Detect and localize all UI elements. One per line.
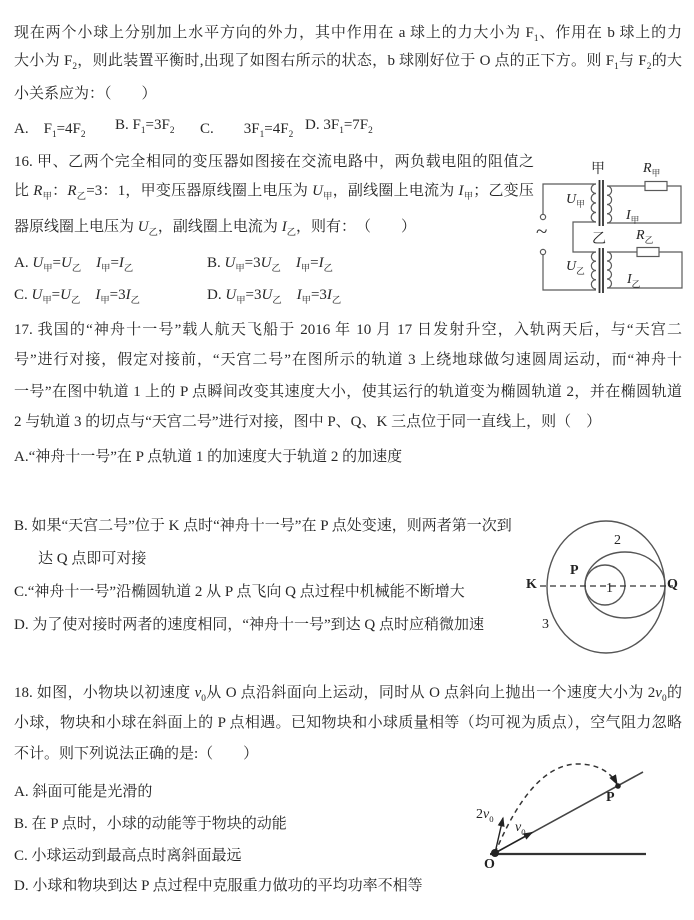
resistor-jia xyxy=(645,182,667,191)
q16-option-c: C. $U_甲=U_乙$ $I_甲=3I_乙$ xyxy=(14,287,140,306)
core-yi xyxy=(600,248,604,293)
q16-option-b: B. $U_甲=3U_乙$ $I_甲=I_乙$ xyxy=(207,255,333,274)
q18-option-a: A. 斜面可能是光滑的 xyxy=(14,784,153,800)
q15-option-b: B. $F_1=3F_2$ xyxy=(115,117,175,136)
q18-option-b: B. 在 P 点时，小球的动能等于物块的动能 xyxy=(14,816,287,832)
transformer-circuit-svg xyxy=(530,155,694,315)
point-k-label: K xyxy=(526,577,537,592)
q16-option-a: A. $U_甲=U_乙$ $I_甲=I_乙$ xyxy=(14,255,134,274)
q18-option-c: C. 小球运动到最高点时离斜面最远 xyxy=(14,848,242,864)
projectile-trajectory xyxy=(495,764,617,853)
orbit-1-circle xyxy=(585,565,625,605)
q18-line-3: 不计。则下列说法正确的是:（ ） xyxy=(14,746,259,762)
q17-option-d: D. 为了使对接时两者的速度相同，“神舟十一号”到达 Q 点时应稍微加速 xyxy=(14,617,484,633)
q17-option-a: A.“神舟十一号”在 P 点轨道 1 的加速度大于轨道 2 的加速度 xyxy=(14,449,403,465)
ac-terminal-bottom xyxy=(540,249,545,254)
transformer-yi-label: 乙 xyxy=(592,232,606,247)
q15-option-d: D. $3F_1=7F_2$ xyxy=(305,117,373,136)
q15-option-c: C. $3F_1=4F_2$ xyxy=(200,121,294,140)
q18-option-d: D. 小球和物块到达 P 点过程中克服重力做功的平均功率不相等 xyxy=(14,878,423,894)
q15-line-1: 现在两个小球上分别加上水平方向的外力，其中作用在 a 球上的力大小为 $F_1$、作用在 b 球上的力 xyxy=(14,25,682,44)
resistor-yi xyxy=(637,248,659,257)
orbit-2-label: 2 xyxy=(614,533,621,548)
q18-line-1: 18. 如图，小物块以初速度 $v_0$从 O 点沿斜面向上运动，同时从 O 点斜向上抛出一个速度大小为 $2v_0$的 xyxy=(14,685,682,704)
resistor-jia-label: $R_甲$ xyxy=(643,161,661,178)
current-yi-label: $I_乙$ xyxy=(627,272,641,289)
point-o-dot xyxy=(491,849,499,857)
q18-line-2: 小球，物块和小球在斜面上的 P 点相遇。已知物块和小球质量相等（均可视为质点），空气阻力忽略 xyxy=(14,715,682,731)
projectile-diagram-svg xyxy=(450,750,694,920)
q16-line-1: 16. 甲、乙两个完全相同的变压器如图接在交流电路中，两负载电阻的阻值之 xyxy=(14,154,534,170)
q16-line-3: 器原线圈上电压为 $U_乙$，副线圈上电流为 $I_乙$，则有： （ ） xyxy=(14,219,417,238)
q15-line-3: 小关系应为：（ ） xyxy=(14,86,157,102)
q17-line-1: 17. 我国的“神舟十一号”载人航天飞船于 2016 年 10 月 17 日发射升空，入轨两天后，与“天宫二 xyxy=(14,322,682,338)
orbit-diagram xyxy=(520,490,694,660)
velocity-2v0-label: $2v_0$ xyxy=(476,807,494,824)
q17-option-b-line-1: B. 如果“天宫二号”位于 K 点时“神舟十一号”在 P 点处变速，则两者第一次到 xyxy=(14,518,512,534)
secondary-loop-yi xyxy=(607,252,682,288)
primary-coil-yi xyxy=(591,252,596,289)
q15-line-2: 大小为 $F_2$，则此装置平衡时,出现了如图右所示的状态，b 球刚好位于 O 点的正下方。则 $F_1$与 $F_2$的大 xyxy=(14,53,683,72)
velocity-v0-arrow xyxy=(495,833,532,854)
core-jia xyxy=(600,180,604,226)
point-o-label: O xyxy=(484,857,495,872)
orbit-1-label: 1 xyxy=(606,581,613,596)
current-jia-label: $I_甲$ xyxy=(626,208,640,225)
q17-line-3: 一号”在图中轨道 1 上的 P 点瞬间改变其速度大小，使其运行的轨道变为椭圆轨道 2，并在椭圆轨道 xyxy=(14,384,682,400)
voltage-yi-label: $U_乙$ xyxy=(566,259,585,276)
transformer-jia-label: 甲 xyxy=(591,162,605,177)
q16-option-d: D. $U_甲=3U_乙$ $I_甲=3I_乙$ xyxy=(207,287,342,306)
orbit-diagram-svg xyxy=(520,490,694,660)
transformer-circuit-diagram xyxy=(530,155,694,315)
resistor-yi-label: $R_乙$ xyxy=(636,228,654,245)
orbit-3-label: 3 xyxy=(542,617,549,632)
point-p-label: P xyxy=(570,563,579,578)
primary-coil-jia xyxy=(591,184,596,222)
q17-option-c: C.“神舟十一号”沿椭圆轨道 2 从 P 点飞向 Q 点过程中机械能不断增大 xyxy=(14,584,465,600)
secondary-coil-yi xyxy=(607,252,612,288)
secondary-coil-jia xyxy=(607,186,612,223)
q15-options-row xyxy=(0,117,694,139)
q17-option-b-line-2: 达 Q 点即可对接 xyxy=(38,551,147,567)
ac-source-symbol: ~ xyxy=(536,219,548,243)
secondary-loop-jia xyxy=(607,186,681,223)
voltage-jia-label: $U_甲$ xyxy=(566,192,585,209)
point-p-dot xyxy=(615,783,621,789)
velocity-v0-label: $v_0$ xyxy=(515,820,526,837)
projectile-incline-diagram xyxy=(450,750,694,920)
velocity-2v0-arrow xyxy=(495,818,503,853)
point-q-label: Q xyxy=(667,577,678,592)
point-p-label-18: P xyxy=(606,790,615,805)
q16-line-2: 比 $R_甲$：$R_乙=3$：1，甲变压器原线圈上电压为 $U_甲$，副线圈上电流为 $I_甲$；乙变压 xyxy=(14,183,534,202)
q17-line-4: 2 与轨道 3 的切点与“天宫二号”进行对接，图中 P、Q、K 三点位于同一直线上，则（ ） xyxy=(14,414,602,430)
q17-line-2: 号”进行对接，假定对接前，“天宫二号”在图所示的轨道 3 上绕地球做匀速圆周运动，而“神舟十 xyxy=(14,352,682,368)
q15-option-a: A. $F_1=4F_2$ xyxy=(14,121,86,140)
